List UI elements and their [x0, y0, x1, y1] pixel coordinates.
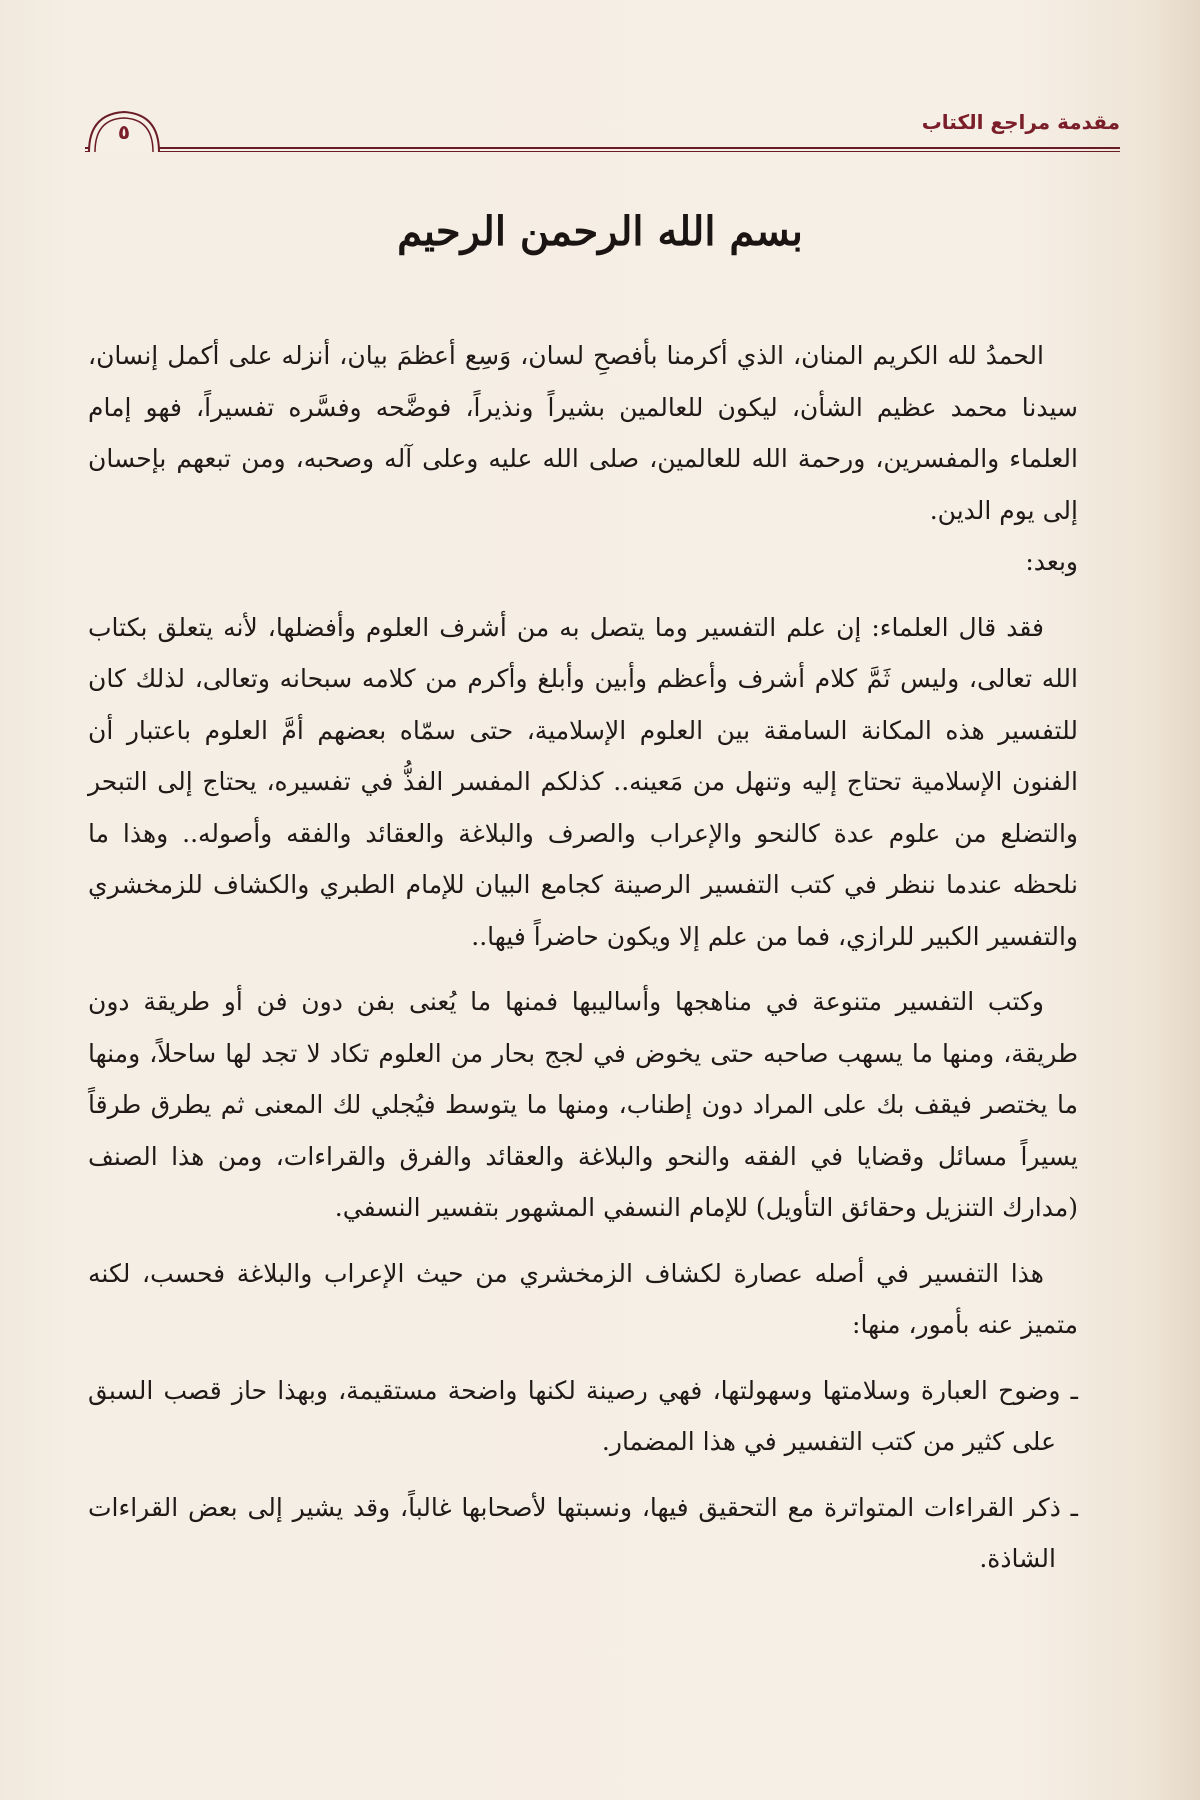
paragraph-tafsir-types: وكتب التفسير متنوعة في مناهجها وأساليبها فمنها ما يُعنى بفن دون فن أو طريقة دون طريقة، ومنها ما يسهب صاحبه حتى يخوض في لجج بحار من العلوم تكاد لا تجد لها ساحلاً، ومنها ما يختصر فيقف بك على المراد دون إطناب، ومنها ما يتوسط فيُجلي لك المعنى ثم يطرق طرقاً يسيراً مسائل وقضايا في الفقه والنحو والبلاغة والعقائد والفرق والقراءات، ومن هذا الصنف (مدارك التنزيل وحقائق التأويل) للإمام النسفي المشهور بتفسير النسفي.	[88, 987, 1078, 1222]
basmala-heading: بسم الله الرحمن الرحيم	[397, 208, 803, 255]
paragraph-nasafi: هذا التفسير في أصله عصارة لكشاف الزمخشري من حيث الإعراب والبلاغة فحسب، لكنه متميز عنه بأمور، منها:	[88, 1258, 1078, 1339]
paragraph-opening: الحمدُ لله الكريم المنان، الذي أكرمنا بأفصحِ لسان، وَسِع أعظمَ بيان، أنزله على أكمل إنسان، سيدنا محمد عظيم الشأن، ليكون للعالمين بشيراً ونذيراً، فوضَّحه وفسَّره تفسيراً، فهو إمام العلماء والمفسرين، ورحمة الله للعالمين، صلى الله عليه وعلى آله وصحبه، ومن تبعهم بإحسان إلى يوم الدين.	[88, 341, 1078, 525]
running-header	[85, 100, 1120, 152]
bullet-item-clarity: ـ وضوح العبارة وسلامتها وسهولتها، فهي رصينة لكنها واضحة مستقيمة، وبهذا حاز قصب السبق على كثير من كتب التفسير في هذا المضمار.	[88, 1375, 1078, 1456]
page-number: ٥	[117, 120, 131, 144]
main-text	[88, 330, 1078, 1585]
paragraph-wabad: وبعد:	[1025, 547, 1078, 576]
page-number-tab	[85, 106, 163, 152]
header-rule	[85, 147, 1120, 152]
paragraph-ulama: فقد قال العلماء: إن علم التفسير وما يتصل به من أشرف العلوم وأفضلها، لأنه يتعلق بكتاب الله تعالى، وليس ثَمَّ كلام أشرف وأعظم وأبين وأبلغ وأكرم من كلامه سبحانه وتعالى، لذلك كان للتفسير هذه المكانة السامقة بين العلوم الإسلامية، حتى سمّاه بعضهم أمَّ العلوم باعتبار أن الفنون الإسلامية تحتاج إليه وتنهل من مَعينه.. كذلكم المفسر الفذُّ في تفسيره، يحتاج إلى التبحر والتضلع من علوم عدة كالنحو والإعراب والصرف والبلاغة والعقائد والفقه وأصوله.. وهذا ما نلحظه عندما ننظر في كتب التفسير الرصينة كجامع البيان للإمام الطبري والكشاف للزمخشري والتفسير الكبير للرازي، فما من علم إلا ويكون حاضراً فيها..	[88, 612, 1078, 951]
bullet-item-qiraat: ـ ذكر القراءات المتواترة مع التحقيق فيها، ونسبتها لأصحابها غالباً، وقد يشير إلى بعض القراءات الشاذة.	[88, 1492, 1078, 1573]
header-title: مقدمة مراجع الكتاب	[921, 110, 1120, 134]
